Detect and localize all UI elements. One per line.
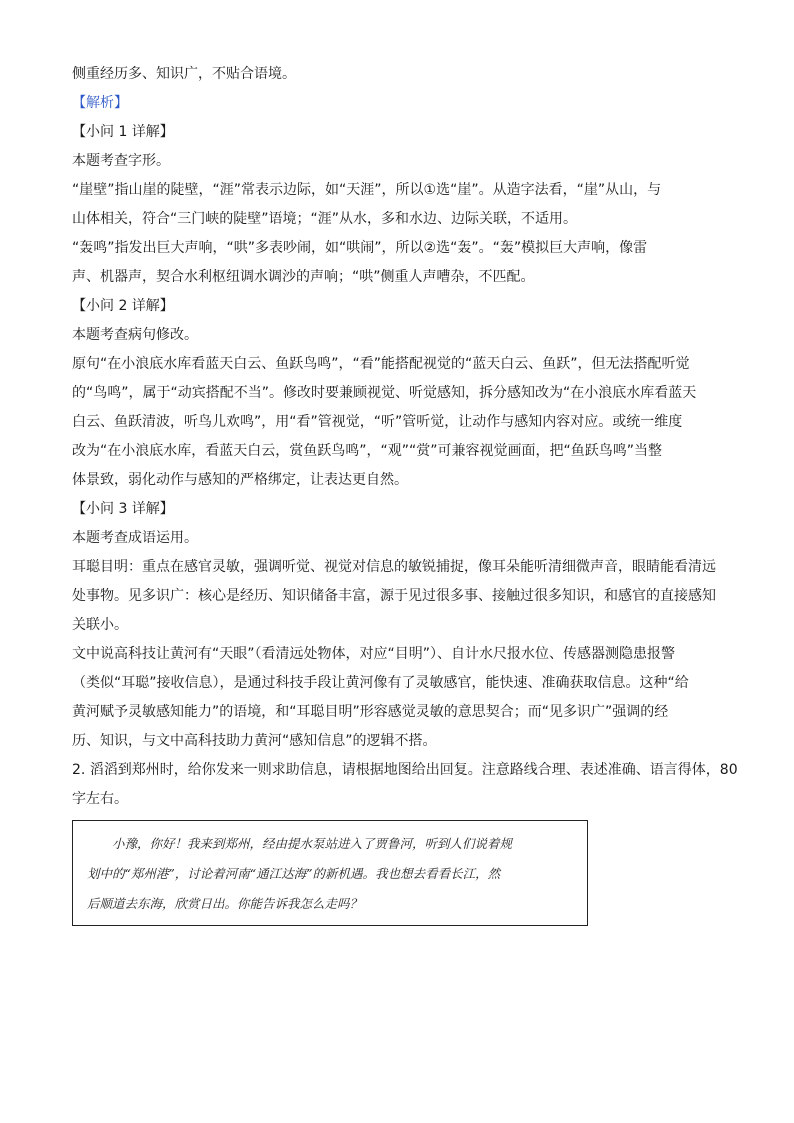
question-2-prompt: 2. 滔滔到郑州时，给你发来一则求助信息，请根据地图给出回复。注意路线合理、表述准确、语言得体，80 — [72, 762, 738, 778]
text-line: “轰鸣”指发出巨大声响，“哄”多表吵闹，如“哄闹”，所以②选“轰”。“轰”模拟巨大声响，像雷 — [72, 240, 648, 256]
text-line: “崖壁”指山崖的陡壁，“涯”常表示边际，如“天涯”，所以①选“崖”。从造字法看，“崖”从山，与 — [72, 182, 662, 198]
text-line: 文中说高科技让黄河有“天眼”（看清远处物体，对应“目明”）、自计水尺报水位、传感器测隐患报警 — [72, 646, 676, 662]
section-heading-analysis: 【解析】 — [72, 95, 128, 111]
text-line: 耳聪目明：重点在感官灵敏，强调听觉、视觉对信息的敏锐捕捉，像耳朵能听清细微声音，眼睛能看清远 — [72, 559, 716, 575]
text-line: 的“鸟鸣”，属于“动宾搭配不当”。修改时要兼顾视觉、听觉感知，拆分感知改为“在小浪底水库看蓝天 — [72, 385, 697, 401]
text-line: 改为“在小浪底水库，看蓝天白云，赏鱼跃鸟鸣”，“观”“赏”可兼容视觉画面，把“鱼跃鸟鸣”当整 — [72, 443, 663, 459]
text-line: 声、机器声，契合水利枢纽调水调沙的声响；“哄”侧重人声嘈杂，不匹配。 — [72, 269, 535, 285]
text-line: 原句“在小浪底水库看蓝天白云、鱼跃鸟鸣”，“看”能搭配视觉的“蓝天白云、鱼跃”，但无法搭配听觉 — [72, 356, 690, 372]
text-line: 关联小。 — [72, 617, 128, 633]
text-line: 山体相关，符合“三门峡的陡壁”语境；“涯”从水，多和水边、边际关联，不适用。 — [72, 211, 578, 227]
text-line: 本题考查病句修改。 — [72, 327, 198, 343]
document-page — [72, 60, 738, 926]
message-box — [72, 820, 588, 926]
text-line: 黄河赋予灵敏感知能力”的语境，和“耳聪目明”形容感觉灵敏的意思契合；而“见多识广”强调的经 — [72, 704, 669, 720]
question-2-prompt: 字左右。 — [72, 791, 128, 807]
text-line: 体景致，弱化动作与感知的严格绑定，让表达更自然。 — [72, 472, 408, 488]
text-line: 本题考查字形。 — [72, 153, 170, 169]
text-line: 本题考查成语运用。 — [72, 530, 198, 546]
subquestion-heading: 【小问 1 详解】 — [72, 124, 174, 140]
text-line: 历、知识，与文中高科技助力黄河“感知信息”的逻辑不搭。 — [72, 733, 437, 749]
message-line: 小豫，你好！我来到郑州，经由提水泵站进入了贾鲁河，听到人们说着规 — [87, 836, 513, 851]
message-line: 划中的“郑州港”，讨论着河南“通江达海”的新机遇。我也想去看看长江，然 — [87, 866, 501, 881]
subquestion-heading: 【小问 2 详解】 — [72, 298, 174, 314]
text-line: 侧重经历多、知识广，不贴合语境。 — [72, 66, 296, 82]
text-line: （类似“耳聪”接收信息），是通过科技手段让黄河像有了灵敏感官，能快速、准确获取信息。这种“给 — [72, 675, 689, 691]
text-line: 处事物。见多识广：核心是经历、知识储备丰富，源于见过很多事、接触过很多知识，和感官的直接感知 — [72, 588, 716, 604]
text-line: 白云、鱼跃清波，听鸟儿欢鸣”，用“看”管视觉，“听”管听觉，让动作与感知内容对应。或统一维度 — [72, 414, 683, 430]
subquestion-heading: 【小问 3 详解】 — [72, 501, 174, 517]
message-line: 后顺道去东海，欣赏日出。你能告诉我怎么走吗？ — [87, 896, 363, 911]
